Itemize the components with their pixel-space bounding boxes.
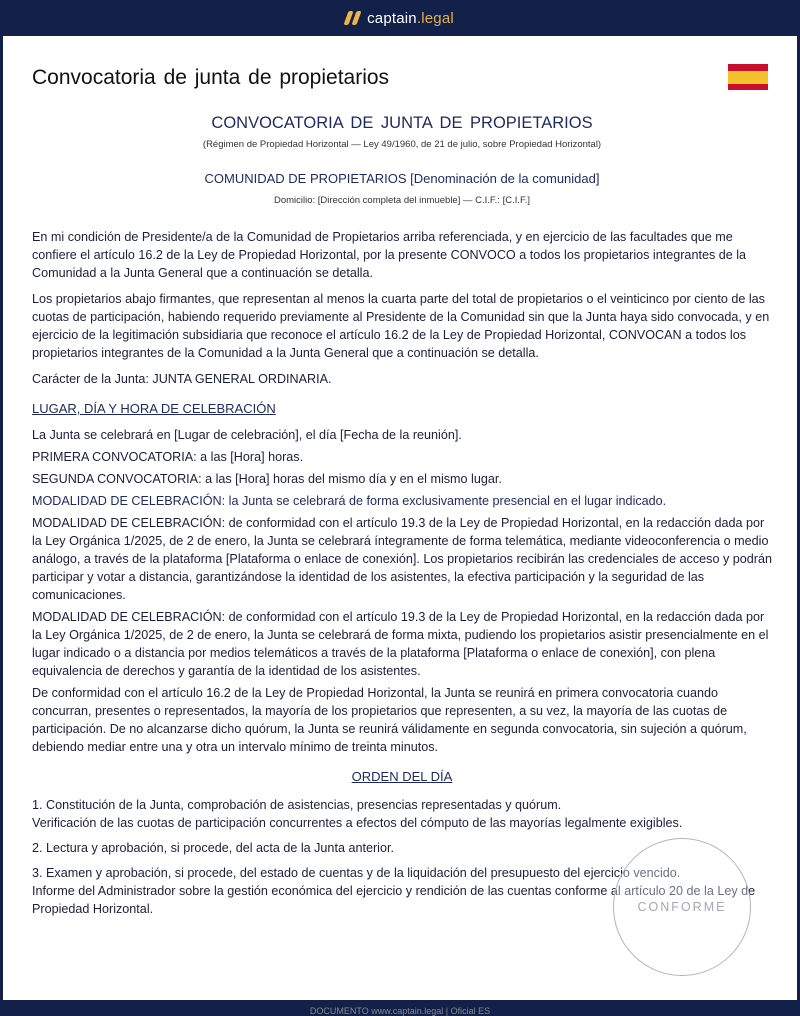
brand-tld: .legal	[416, 9, 454, 27]
brand-name	[367, 10, 454, 27]
modalidad-mixta: MODALIDAD DE CELEBRACIÓN: de conformidad con el artículo 19.3 de la Ley de Propiedad Horizontal, en la redacción dada por la Ley Orgánica 1/2025, de 2 de enero, la Junta se celebrará de forma mixta, pudiendo los propietarios asistir presencialmente en el lugar indicado o a distancia por medios telemáticos a través de la plataforma [Plataforma o enlace de conexión], con plena equivalencia de derechos y garantía de la identidad de los asistentes.	[32, 610, 769, 678]
caracter-junta: Carácter de la Junta: JUNTA GENERAL ORDINARIA.	[32, 372, 332, 386]
page-title: Convocatoria de junta de propietarios	[32, 66, 390, 89]
orden-item-sub: Informe del Administrador sobre la gestión económica del ejercicio y rendición de las cuentas conforme al artículo 20 de la Ley de Propiedad Horizontal.	[32, 884, 756, 916]
comunidad-line: COMUNIDAD DE PROPIETARIOS [Denominación de la comunidad]	[204, 171, 600, 186]
segunda-convocatoria: SEGUNDA CONVOCATORIA: a las [Hora] horas del mismo día y en el mismo lugar.	[32, 472, 502, 486]
logo-mark-icon	[344, 11, 362, 25]
document-regime: (Régimen de Propiedad Horizontal — Ley 49/1960, de 21 de julio, sobre Propiedad Horizontal)	[202, 139, 602, 150]
document-title: CONVOCATORIA DE JUNTA DE PROPIETARIOS	[211, 114, 593, 132]
orden-item-main: 2. Lectura y aprobación, si procede, del acta de la Junta anterior.	[32, 841, 394, 855]
lugar-text: La Junta se celebrará en [Lugar de celebración], el día [Fecha de la reunión].	[32, 428, 462, 442]
orden-item	[32, 796, 772, 832]
conforme-stamp	[613, 838, 751, 976]
intro-presidente-paragraph: En mi condición de Presidente/a de la Comunidad de Propietarios arriba referenciada, y en ejercicio de las facultades que me confiere el artículo 16.2 de la Ley de Propiedad Horizontal, por la presente CONVOCO a todos los propietarios integrantes de la Comunidad a la Junta General que a continuación se detalla.	[32, 230, 747, 280]
orden-item-main: 3. Examen y aprobación, si procede, del estado de cuentas y de la liquidación del presupuesto del ejercicio vencido.	[32, 866, 681, 880]
brand-logo[interactable]	[346, 10, 454, 27]
domicilio-line: Domicilio: [Dirección completa del inmueble] — C.I.F.: [C.I.F.]	[273, 195, 531, 206]
lugar-section-heading: LUGAR, DÍA Y HORA DE CELEBRACIÓN	[32, 401, 276, 416]
orden-del-dia-heading: ORDEN DEL DÍA	[351, 769, 453, 784]
quorum-paragraph: De conformidad con el artículo 16.2 de la Ley de Propiedad Horizontal, la Junta se reunirá en primera convocatoria cuando concurran, presentes o representados, la mayoría de los propietarios que representen, a su vez, la mayoría de las cuotas de participación. De no alcanzarse dicho quórum, la Junta se reunirá válidamente en segunda convocatoria, sin sujeción a quórum, debiendo mediar entre una y otra un intervalo mínimo de treinta minutos.	[32, 686, 747, 754]
intro-propietarios-paragraph: Los propietarios abajo firmantes, que representan al menos la cuarta parte del total de propietarios o el veinticinco por ciento de las cuotas de participación, habiendo requerido previamente al Presidente de la Comunidad sin que la Junta haya sido convocada, y en ejercicio de la legitimación subsidiaria que reconoce el artículo 16.2 de la Ley de Propiedad Horizontal, CONVOCAN a todos los propietarios integrantes de la Comunidad a la Junta General que a continuación se detalla.	[32, 292, 770, 360]
primera-convocatoria: PRIMERA CONVOCATORIA: a las [Hora] horas.	[32, 450, 304, 464]
footer-text: DOCUMENTO www.captain.legal | Oficial ES	[309, 1006, 491, 1016]
stamp-text: CONFORME	[637, 900, 727, 914]
top-bar	[0, 0, 800, 36]
document-body	[32, 106, 772, 952]
spain-flag-icon[interactable]	[728, 64, 768, 90]
orden-item-main: 1. Constitución de la Junta, comprobación de asistencias, presencias representadas y quórum.	[32, 798, 562, 812]
modalidad-presencial: MODALIDAD DE CELEBRACIÓN: la Junta se celebrará de forma exclusivamente presencial en el lugar indicado.	[32, 494, 667, 508]
document-card	[3, 36, 797, 1016]
modalidad-telematica: MODALIDAD DE CELEBRACIÓN: de conformidad con el artículo 19.3 de la Ley de Propiedad Horizontal, en la redacción dada por la Ley Orgánica 1/2025, de 2 de enero, la Junta se celebrará íntegramente de forma telemática, mediante videoconferencia o medio análogo, a través de la plataforma [Plataforma o enlace de conexión]. Los propietarios recibirán las credenciales de acceso y podrán participar y votar a distancia, garantizándose la identidad de los asistentes, la efectiva participación y la seguridad de las comunicaciones.	[32, 516, 772, 602]
brand-name-text: captain	[367, 9, 417, 27]
orden-item-sub: Verificación de las cuotas de participación concurrentes a efectos del cómputo de las mayorías legalmente exigibles.	[32, 816, 683, 830]
